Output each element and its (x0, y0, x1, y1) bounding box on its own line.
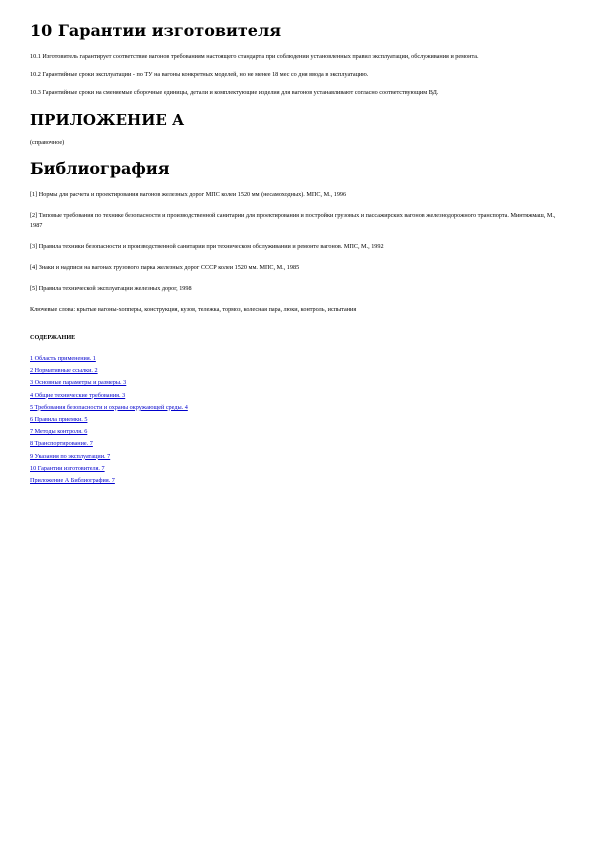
toc-title: СОДЕРЖАНИЕ (30, 334, 76, 341)
toc-item (30, 351, 558, 363)
bibliography-ref-3: [3] Правила техники безопасности и производственной санитарии при техническом обслуживании и ремонте вагонов. МПС, М., 1992 (30, 243, 384, 250)
toc-item (30, 461, 558, 473)
paragraph-10-3: 10.3 Гарантийные сроки на сменяемые сборочные единицы, детали и комплектующие изделия для вагонов устанавливают согласно соответствующим ВД. (30, 89, 439, 96)
toc-item (30, 375, 558, 387)
toc-link-normative-refs[interactable]: 2 Нормативные ссылки. 2 (30, 367, 98, 375)
toc-link-control-methods[interactable]: 7 Методы контроля. 6 (30, 428, 88, 436)
toc-link-scope[interactable]: 1 Область применения. 1 (30, 355, 96, 362)
toc-link-transport[interactable]: 8 Транспортирование. 7 (30, 440, 93, 448)
toc-item (30, 424, 558, 436)
toc-link-appendix-a[interactable]: Приложение А Библиография. 7 (30, 477, 115, 485)
toc-item (30, 400, 558, 412)
bibliography-ref-5: [5] Правила технической эксплуатации железных дорог, 1998 (30, 285, 192, 292)
section-heading-guarantee: 10 Гарантии изготовителя (30, 21, 282, 40)
toc-list (30, 351, 558, 485)
document-page (30, 20, 558, 485)
toc-item (30, 449, 558, 461)
appendix-heading: ПРИЛОЖЕНИЕ А (30, 111, 185, 129)
paragraph-10-1: 10.1 Изготовитель гарантирует соответствие вагонов требованиям настоящего стандарта при соблюдении установленных правил эксплуатации, обслуживания и ремонта. (30, 53, 479, 60)
toc-link-general-requirements[interactable]: 4 Общие технические требования. 3 (30, 391, 126, 399)
toc-item (30, 436, 558, 448)
toc-item (30, 388, 558, 400)
toc-link-parameters[interactable]: 3 Основные параметры и размеры. 3 (30, 379, 127, 387)
bibliography-ref-4: [4] Знаки и надписи на вагонах грузового парка железных дорог СССР колеи 1520 мм. МПС, М., 1985 (30, 264, 300, 271)
bibliography-ref-2: [2] Типовые требования по технике безопасности и производственной санитарии для проектирования и постройки грузовых и пассажирских вагонов железнодорожного транспорта. Минтяжмаш, М., 1987 (30, 212, 556, 229)
toc-link-operation[interactable]: 9 Указания по эксплуатации. 7 (30, 452, 111, 460)
keywords: Ключевые слова: крытые вагоны-хопперы, конструкция, кузов, тележка, тормоз, колесная пара, люки, контроль, испытания (30, 306, 357, 313)
toc-link-guarantee[interactable]: 10 Гарантии изготовителя. 7 (30, 464, 105, 472)
bibliography-ref-1: [1] Нормы для расчета и проектирования вагонов железных дорог МПС колеи 1520 мм (несамоходных). МПС, М., 1996 (30, 191, 347, 198)
paragraph-10-2: 10.2 Гарантийные сроки эксплуатации - по ТУ на вагоны конкретных моделей, но не менее 18 мес со дня ввода в эксплуатацию. (30, 71, 369, 78)
toc-item (30, 412, 558, 424)
toc-item (30, 473, 558, 485)
toc-link-acceptance[interactable]: 6 Правила приемки. 5 (30, 416, 88, 424)
bibliography-heading: Библиография (30, 159, 170, 178)
appendix-note: (справочное) (30, 139, 65, 146)
toc-link-safety[interactable]: 5 Требования безопасности и охраны окружающей среды. 4 (30, 403, 188, 411)
toc-item (30, 363, 558, 375)
